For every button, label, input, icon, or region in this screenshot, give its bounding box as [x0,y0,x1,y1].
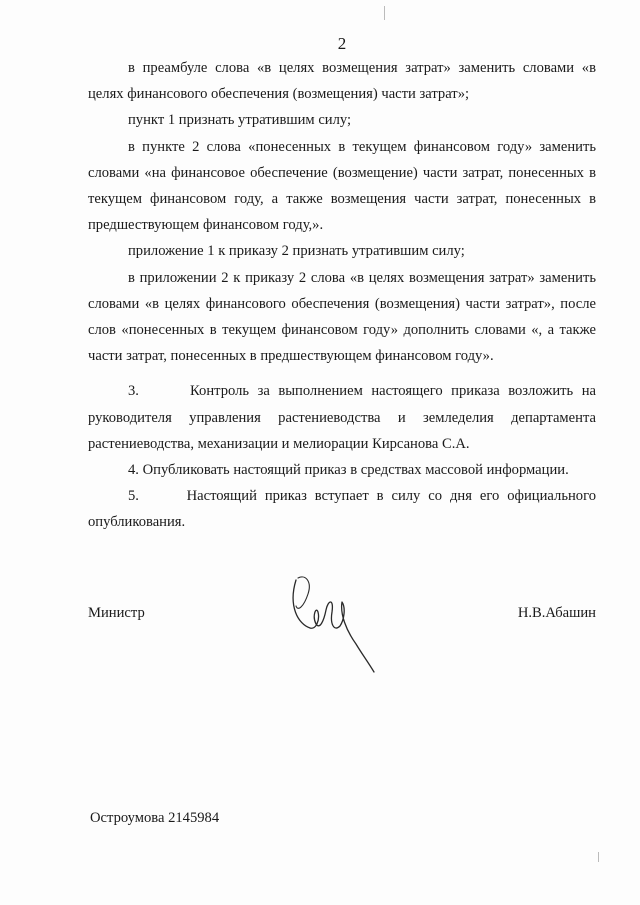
page-number: 2 [337,34,347,53]
paragraph-effective: 5. Настоящий приказ вступает в силу со дня его официального опубликования. [88,488,596,531]
paragraph-control: 3. Контроль за выполнением настоящего приказа возложить на руководителя управления растениеводства и земледелия департамента растениеводства, механизации и мелиорации Кирсанова С.А. [88,383,596,452]
paragraph-point-2: в пункте 2 слова «понесенных в текущем финансовом году» заменить словами «на финансовое обеспечение (возмещение) части затрат, понесенных в текущем финансовом году, а также возмещения части затрат, понесенных в предшествующем финансовом году,». [88,138,596,234]
scan-artifact [598,852,599,862]
signer-name: Н.В.Абашин [517,605,596,621]
scan-artifact [384,6,385,20]
paragraph-appendix-1: приложение 1 к приказу 2 признать утратившим силу; [128,243,465,260]
paragraph-point-1: пункт 1 признать утратившим силу; [128,112,352,129]
paragraph-appendix-2: в приложении 2 к приказу 2 слова «в целях возмещения затрат» заменить словами «в целях финансового обеспечения (возмещения) части затрат», после слов «понесенных в текущем финансовом году» дополнить словами «, а также части затрат, понесенных в предшествующем финансовом году». [88,269,596,365]
document-body [88,55,596,536]
paragraph-preamble: в преамбуле слова «в целях возмещения затрат» заменить словами «в целях финансового обеспечения (возмещения) части затрат»; [88,60,596,103]
handwritten-signature [286,568,386,676]
signer-title: Министр [88,605,145,621]
paragraph-publish: 4. Опубликовать настоящий приказ в средствах массовой информации. [128,462,569,479]
executor-info: Остроумова 2145984 [90,810,220,826]
